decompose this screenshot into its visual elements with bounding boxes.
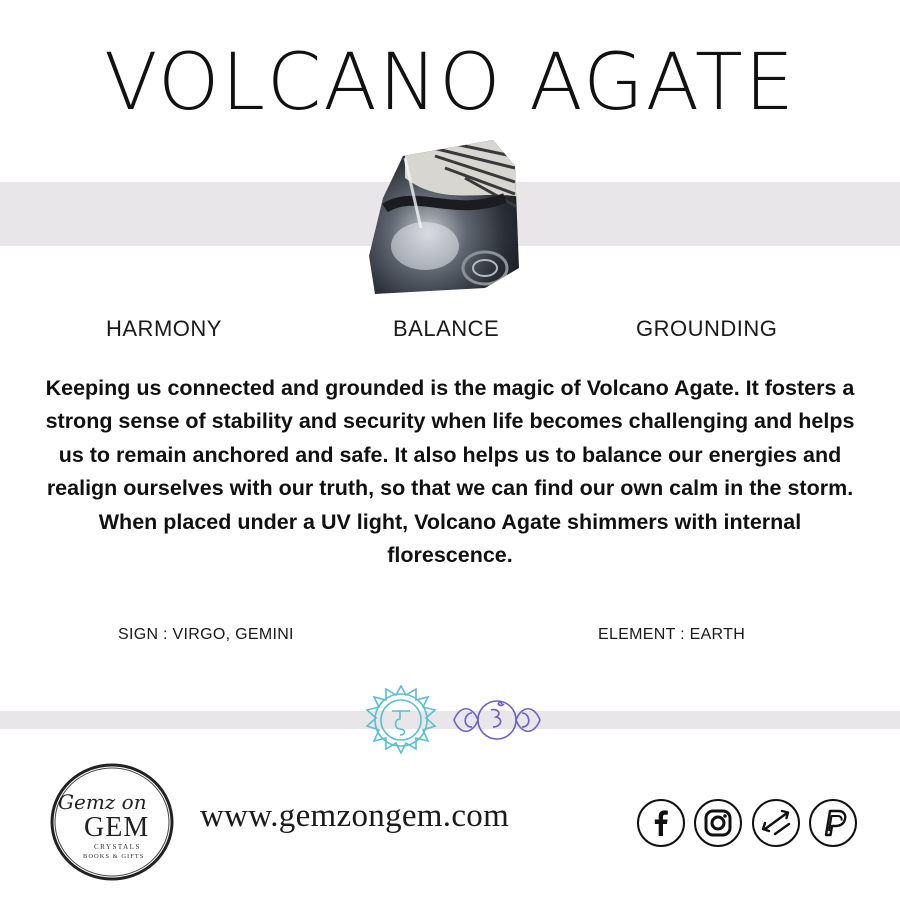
logo-name: GEM bbox=[84, 812, 150, 843]
vinted-icon[interactable] bbox=[751, 798, 801, 848]
logo-script-text: Gemz on bbox=[58, 790, 147, 814]
gemz-on-gem-logo[interactable] bbox=[46, 760, 178, 884]
footer-band bbox=[0, 711, 900, 729]
logo-subtitle-2: BOOKS & GIFTS bbox=[83, 853, 145, 860]
volcano-agate-stone-image bbox=[365, 138, 523, 296]
description-text: Keeping us connected and grounded is the magic of Volcano Agate. It fosters a strong sense of stability and security when life becomes challenging and helps us to remain anchored and safe. It also helps us to balance our energies and realign ourselves with our truth, so that we can find our own calm in the storm. When placed under a UV light, Volcano Agate shimmers with internal florescence. bbox=[45, 376, 855, 568]
page-title: VOLCANO AGATE bbox=[104, 38, 796, 128]
keyword-harmony: HARMONY bbox=[106, 316, 222, 341]
throat-chakra-icon bbox=[362, 683, 440, 757]
paypal-icon[interactable] bbox=[808, 798, 858, 848]
keyword-balance: BALANCE bbox=[393, 316, 500, 341]
third-eye-chakra-icon bbox=[452, 683, 542, 757]
element-label: ELEMENT : EARTH bbox=[598, 626, 746, 643]
keyword-grounding: GROUNDING bbox=[636, 316, 778, 341]
zodiac-sign: SIGN : VIRGO, GEMINI bbox=[118, 626, 294, 643]
facebook-icon[interactable] bbox=[636, 798, 686, 848]
logo-subtitle-1: CRYSTALS bbox=[94, 843, 141, 851]
website-link[interactable]: www.gemzongem.com bbox=[200, 798, 510, 834]
instagram-icon[interactable] bbox=[693, 798, 743, 848]
